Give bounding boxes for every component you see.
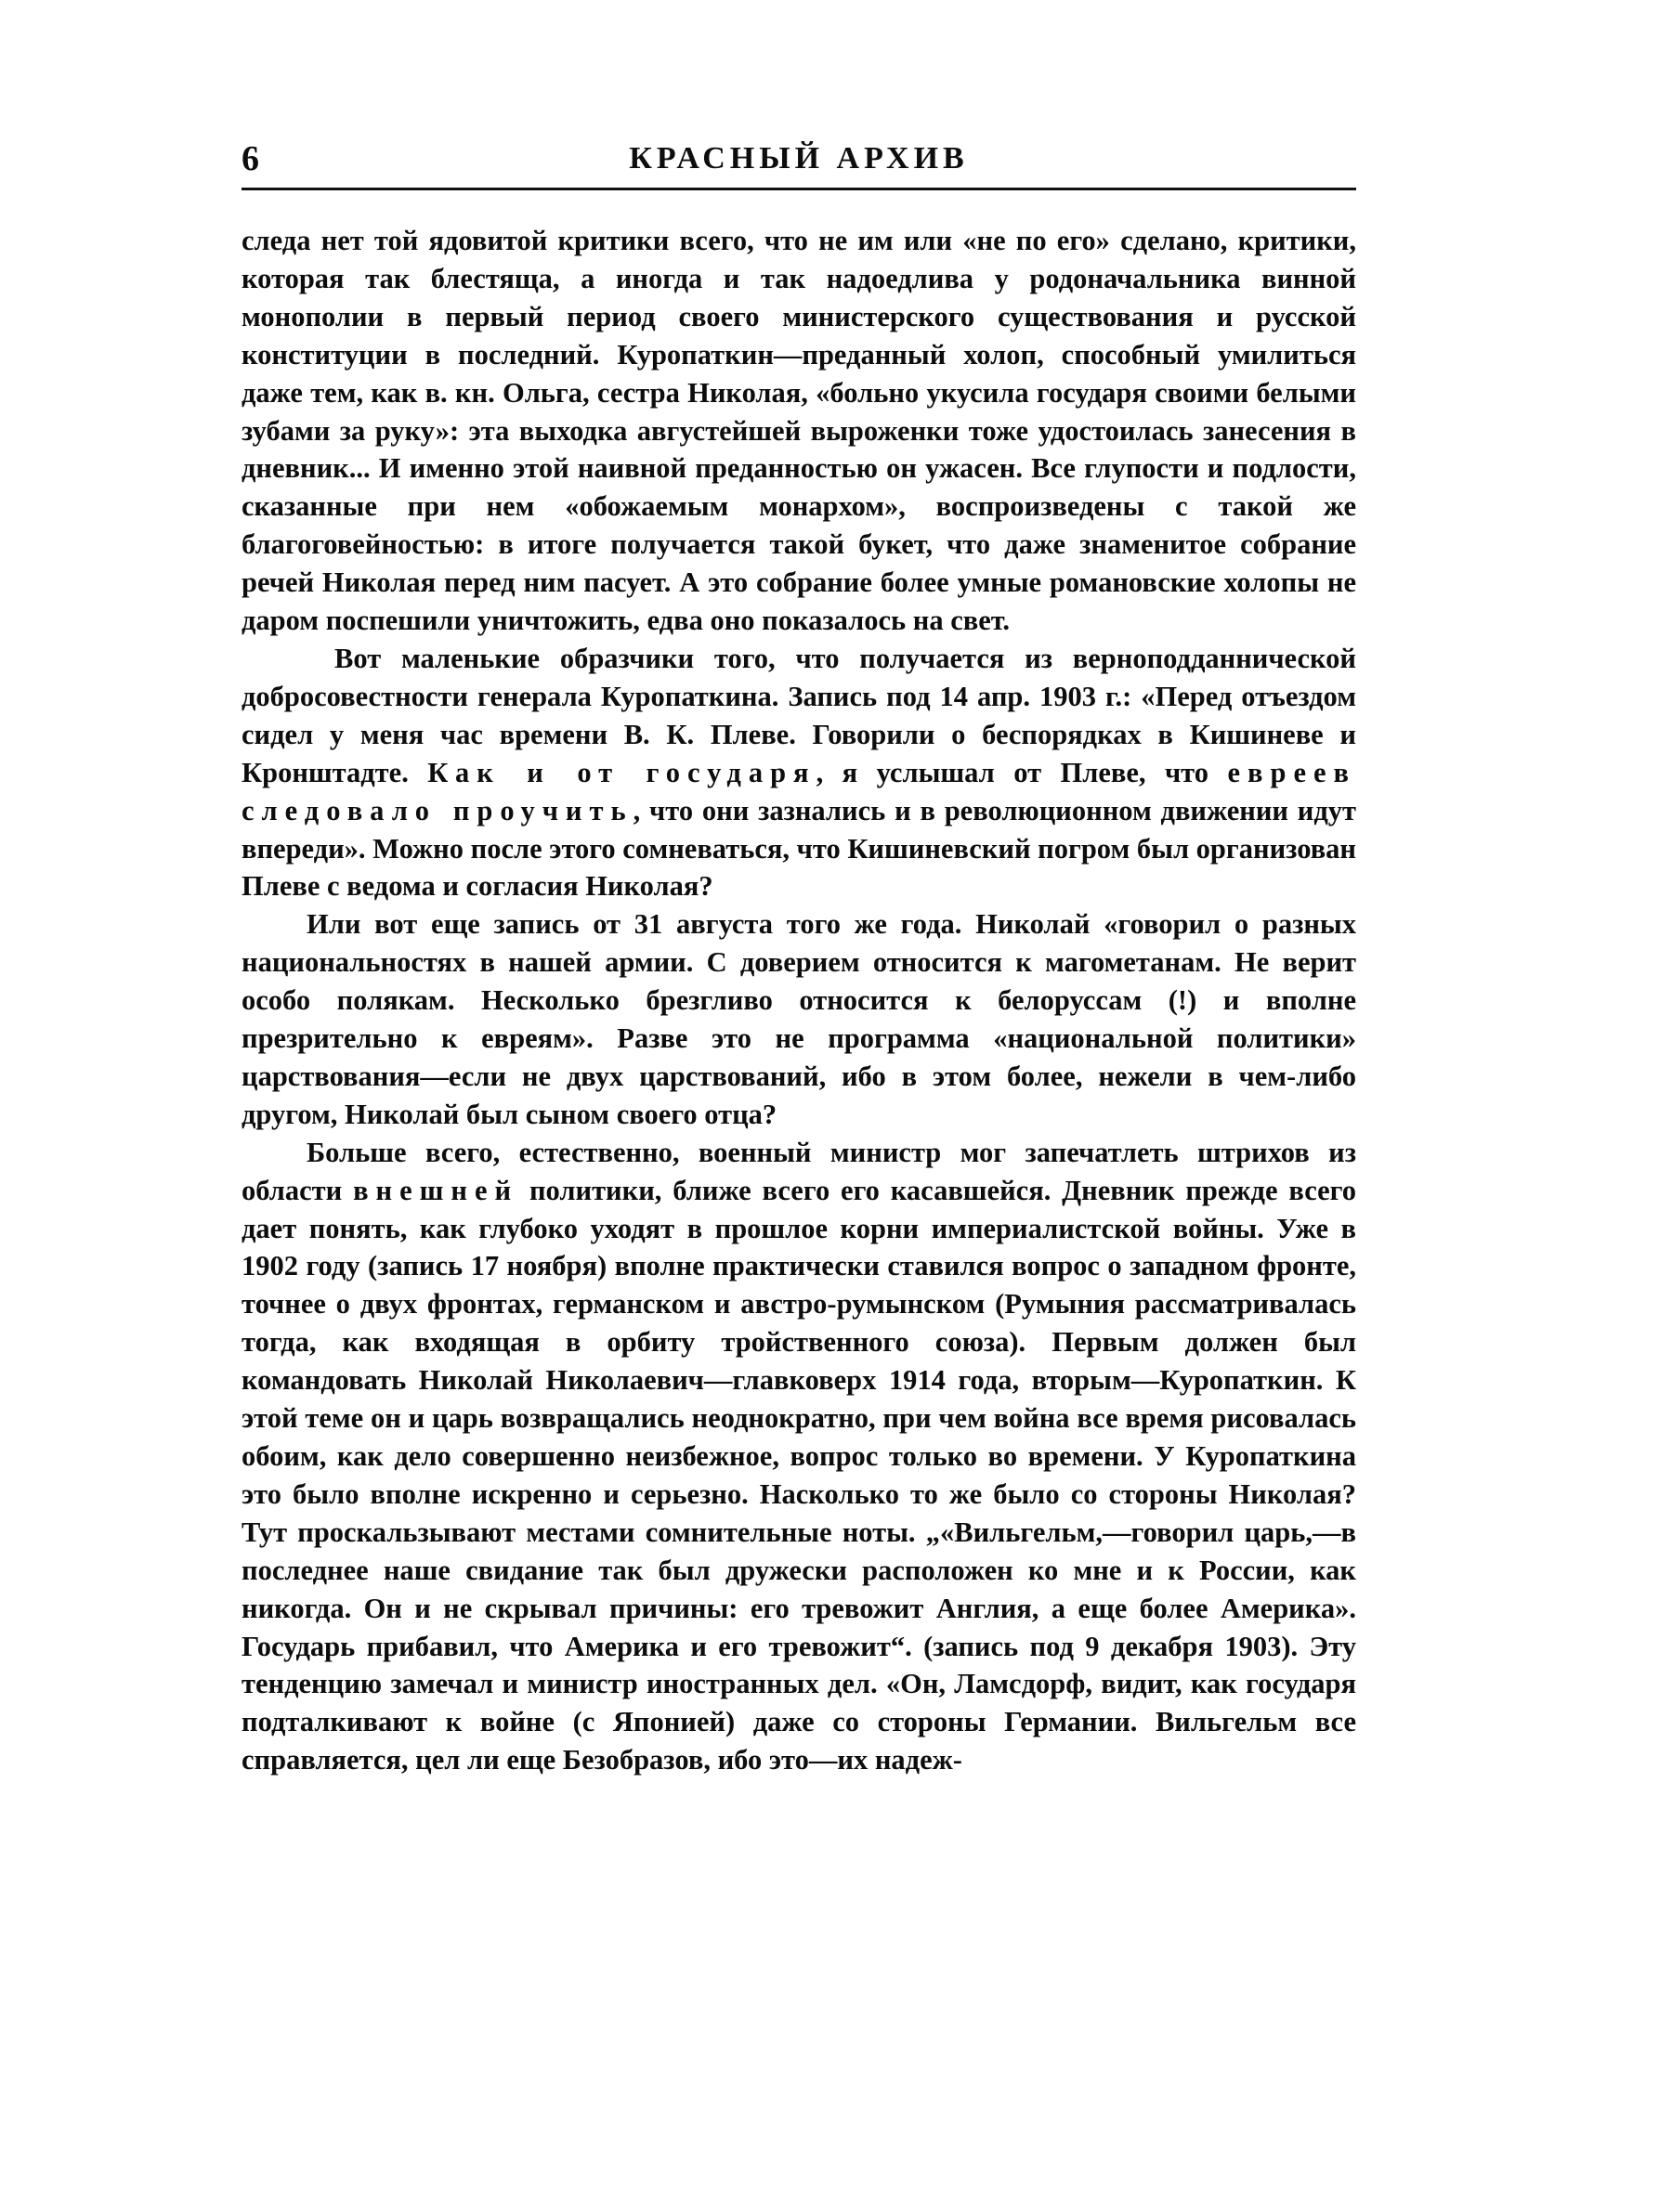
paragraph-3 xyxy=(242,905,1356,1133)
paragraph-text: , я услышал от Плеве, что xyxy=(816,756,1228,788)
body-text xyxy=(242,222,1356,1779)
paragraph-text: , что они зазнались и в революционном движении идут впереди». Можно после этого сомневаться, что Кишиневский погром был организован Плеве с ведома и согласия Николая? xyxy=(242,794,1356,903)
paragraph-text: Или вот еще запись от 31 августа того же года. Николай «говорил о разных национальностях в нашей армии. С доверием относится к магометанам. Не верит особо полякам. Несколько брезгливо относится к белоруссам (!) и вполне презрительно к евреям». Разве это не программа «национальной политики» царствования—если не двух царствований, ибо в этом более, нежели в чем-либо другом, Николай был сыном своего отца? xyxy=(242,908,1356,1130)
paragraph-text: политики, ближе всего его касавшейся. Дневник прежде всего дает понять, как глубоко уходят в прошлое корни империалистской войны. Уже в 1902 году (запись 17 ноября) вполне практически ставился вопрос о западном фронте, точнее о двух фронтах, германском и австро-румынском (Румыния рассматривалась тогда, как входящая в орбиту тройственного союза). Первым должен был командовать Николай Николаевич—главковерх 1914 года, вторым—Куропаткин. К этой теме он и царь возвращались неоднократно, при чем война все время рисовалась обоим, как дело совершенно неизбежное, вопрос только во времени. У Куропаткина это было вполне искренно и серьезно. Насколько то же было со стороны Николая? Тут проскальзывают местами сомнительные ноты. „«Вильгельм,—говорил царь,—в последнее наше свидание так был дружески расположен ко мне и к России, как никогда. Он и не скрывал причины: его тревожит Англия, а еще более Америка». Государь прибавил, что Америка и его тревожит“. (запись под 9 декабря 1903). Эту тенденцию замечал и министр иностранных дел. «Он, Ламсдорф, видит, как государя подталкивают к войне (с Японией) даже со стороны Германии. Вильгельм все справляется, цел ли еще Безобразов, ибо это—их надеж- xyxy=(242,1174,1356,1776)
emphasis-spaced-text: евреев следовало проучить xyxy=(242,756,1356,826)
emphasis-spaced-text: Как и от государя xyxy=(427,756,816,788)
journal-title: КРАСНЫЙ АРХИВ xyxy=(629,141,969,176)
page-number: 6 xyxy=(242,139,259,178)
paragraph-text: Больше всего, естественно, военный министр мог запечатлеть штрихов из области xyxy=(242,1136,1356,1206)
book-page xyxy=(242,130,1356,1779)
paragraph-1 xyxy=(242,222,1356,640)
emphasis-spaced-text: внешней xyxy=(353,1174,519,1206)
paragraph-2 xyxy=(242,640,1356,905)
paragraph-4 xyxy=(242,1134,1356,1779)
paragraph-text: следа нет той ядовитой критики всего, что не им или «не по его» сделано, критики, которая так блестяща, а иногда и так надоедлива у родоначальника винной монополии в первый период своего министерского существования и русской конституции в последний. Куропаткин—преданный холоп, способный умилиться даже тем, как в. кн. Ольга, сестра Николая, «больно укусила государя своими белыми зубами за руку»: эта выходка августейшей выроженки тоже удостоилась занесения в дневник... И именно этой наивной преданностью он ужасен. Все глупости и подлости, сказанные при нем «обожаемым монархом», воспроизведены с такой же благоговейностью: в итоге получается такой букет, что даже знаменитое собрание речей Николая перед ним пасует. А это собрание более умные романовские холопы не даром поспешили уничтожить, едва оно показалось на свет. xyxy=(242,225,1356,637)
header-rule xyxy=(242,188,1356,190)
running-head xyxy=(242,130,1356,186)
paragraph-text: Вот маленькие образчики того, что получается из верноподданнической добросовестности генерала Куропаткина. Запись под 14 апр. 1903 г.: «Перед отъездом сидел у меня час времени В. К. Плеве. Говорили о беспорядках в Кишиневе и Кронштадте. xyxy=(242,642,1356,788)
